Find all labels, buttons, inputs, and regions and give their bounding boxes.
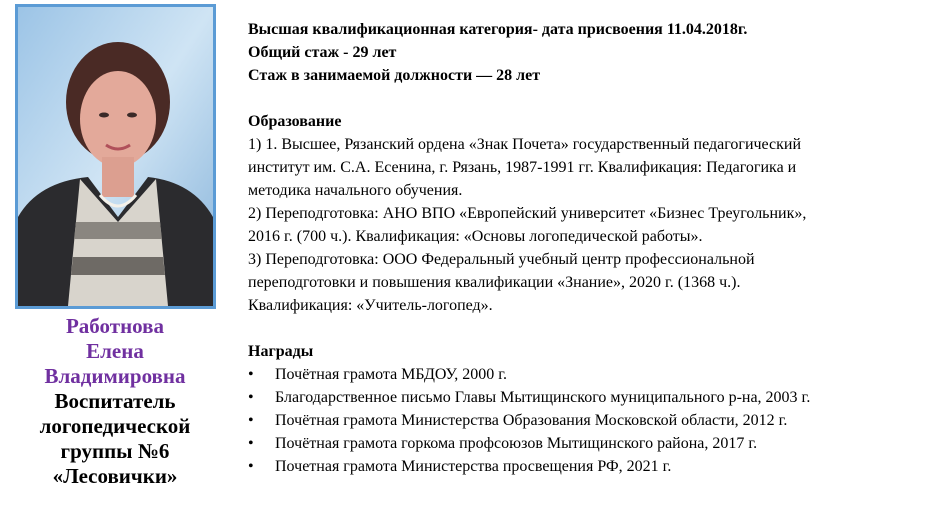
education-line: переподготовки и повышения квалификации «Знание», 2020 г. (1368 ч.). [248,274,741,291]
education-line: институт им. С.А. Есенина, г. Рязань, 1987-1991 гг. Квалификация: Педагогика и [248,159,797,176]
position-experience: Стаж в занимаемой должности — 28 лет [248,67,541,84]
bullet-icon: • [248,412,254,429]
award-item: • Почетная грамота Министерства просвещения РФ, 2021 г. [248,455,943,478]
bullet-icon: • [248,389,254,406]
position-line: Воспитатель [54,389,176,413]
education-line: 2) Переподготовка: АНО ВПО «Европейский университет «Бизнес Треугольник», [248,205,807,222]
position-line: «Лесовички» [52,464,178,488]
position-line: логопедической [39,414,191,438]
award-item: • Почётная грамота Министерства Образования Московской области, 2012 г. [248,409,943,432]
awards-list [248,363,943,478]
bullet-icon: • [248,458,254,475]
total-experience: Общий стаж - 29 лет [248,44,397,61]
patronymic: Владимировна [44,364,186,388]
qualification-category: Высшая квалификационная категория- дата присвоения 11.04.2018г. [248,21,748,38]
education-line: Квалификация: «Учитель-логопед». [248,297,493,314]
profile-info [248,18,943,478]
award-item: • Благодарственное письмо Главы Мытищинского муниципального р-на, 2003 г. [248,386,943,409]
bullet-icon: • [248,435,254,452]
bullet-icon: • [248,366,254,383]
award-item: • Почётная грамота горкома профсоюзов Мытищинского района, 2017 г. [248,432,943,455]
award-item: • Почётная грамота МБДОУ, 2000 г. [248,363,943,386]
education-heading: Образование [248,113,342,130]
education-line: 1) 1. Высшее, Рязанский ордена «Знак Почета» государственный педагогический [248,136,802,153]
position-line: группы №6 [60,439,170,463]
surname: Работнова [65,314,164,338]
awards-heading: Награды [248,343,314,360]
first-name: Елена [86,339,144,363]
portrait-illustration [18,7,213,306]
person-caption [0,314,230,489]
education-line: 3) Переподготовка: ООО Федеральный учебный центр профессиональной [248,251,755,268]
education-line: 2016 г. (700 ч.). Квалификация: «Основы логопедической работы». [248,228,703,245]
portrait-photo [15,4,216,309]
education-line: методика начального обучения. [248,182,463,199]
